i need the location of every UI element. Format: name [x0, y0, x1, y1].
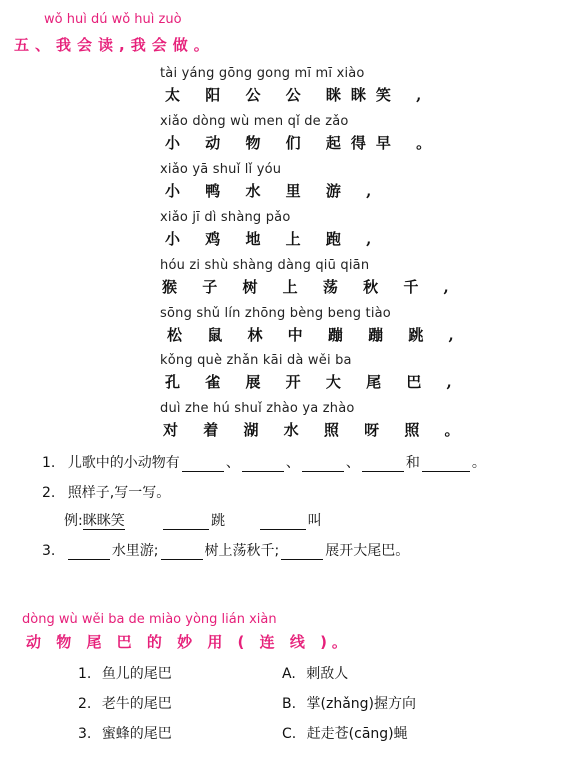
poem-line-8: 对 着 湖 水 照 呀 照 。: [163, 421, 470, 439]
answer-blank[interactable]: [422, 457, 470, 472]
item-letter: C.: [282, 726, 297, 742]
question-3-part2: 树上荡秋千;: [204, 543, 280, 559]
poem-line-5: 猴 子 树 上 荡 秋 千 ,: [162, 278, 459, 296]
item-text: 掌(zhǎng)握方向: [306, 696, 416, 712]
answer-blank[interactable]: [161, 545, 203, 560]
answer-blank[interactable]: [281, 545, 323, 560]
answer-blank[interactable]: [302, 457, 344, 472]
match-right-c[interactable]: [282, 723, 408, 743]
answer-blank[interactable]: [182, 457, 224, 472]
answer-blank[interactable]: [163, 515, 209, 530]
example-char-1: 跳: [211, 513, 226, 529]
example-word: 眯眯笑: [82, 513, 125, 529]
answer-blank[interactable]: [68, 545, 110, 560]
example-label: 例:: [64, 513, 83, 529]
section5-pinyin: wǒ huì dú wǒ huì zuò: [44, 12, 182, 27]
poem-pinyin-4: xiǎo jī dì shàng pǎo: [160, 210, 291, 225]
poem-pinyin-1: tài yáng gōng gong mī mī xiào: [160, 66, 365, 81]
period: 。: [471, 455, 486, 471]
question-1: [42, 452, 486, 472]
match-left-3[interactable]: [78, 723, 172, 743]
separator: 、: [225, 455, 240, 471]
item-letter: A.: [282, 666, 296, 682]
match-right-a[interactable]: [282, 663, 348, 683]
item-text: 鱼儿的尾巴: [101, 666, 172, 682]
poem-pinyin-6: sōng shǔ lín zhōng bèng beng tiào: [160, 306, 391, 321]
question-number: 2.: [42, 485, 56, 501]
poem-line-1: 太 阳 公 公 眯眯笑 ,: [165, 86, 432, 104]
question-3-part1: 水里游;: [111, 543, 159, 559]
answer-blank[interactable]: [260, 515, 306, 530]
example-char-2: 叫: [307, 513, 322, 529]
poem-pinyin-5: hóu zi shù shàng dàng qiū qiān: [160, 258, 370, 273]
separator: 、: [285, 455, 300, 471]
question-number: 1.: [42, 455, 56, 471]
question-2-text: 照样子,写一写。: [67, 485, 171, 501]
poem-line-2: 小 动 物 们 起得早 。: [165, 134, 442, 152]
tail-section-title: 动 物 尾 巴 的 妙 用 ( 连 线 )。: [26, 633, 352, 651]
separator: 、: [345, 455, 360, 471]
item-text: 老牛的尾巴: [101, 696, 172, 712]
and-word: 和: [405, 455, 420, 471]
answer-blank[interactable]: [362, 457, 404, 472]
poem-line-6: 松 鼠 林 中 蹦 蹦 跳 ,: [167, 326, 464, 344]
item-text: 赶走苍(cāng)蝇: [306, 726, 408, 742]
poem-pinyin-3: xiǎo yā shuǐ lǐ yóu: [160, 162, 282, 177]
poem-pinyin-8: duì zhe hú shuǐ zhào ya zhào: [160, 401, 355, 416]
item-number: 1.: [78, 666, 92, 682]
poem-line-3: 小 鸭 水 里 游 ,: [165, 182, 382, 200]
section5-title: 五、我会读,我会做。: [14, 36, 215, 54]
item-number: 2.: [78, 696, 92, 712]
question-3-part3: 展开大尾巴。: [325, 543, 410, 559]
poem-pinyin-2: xiǎo dòng wù men qǐ de zǎo: [160, 114, 349, 129]
question-1-text: 儿歌中的小动物有: [67, 455, 180, 471]
item-text: 蜜蜂的尾巴: [101, 726, 172, 742]
question-3: [42, 540, 409, 560]
item-text: 刺敌人: [306, 666, 349, 682]
question-2: [42, 482, 170, 502]
match-left-1[interactable]: [78, 663, 172, 683]
item-number: 3.: [78, 726, 92, 742]
poem-line-4: 小 鸡 地 上 跑 ,: [165, 230, 382, 248]
poem-line-7: 孔 雀 展 开 大 尾 巴 ,: [165, 373, 462, 391]
tail-section-pinyin: dòng wù wěi ba de miào yòng lián xiàn: [22, 612, 277, 627]
example-row: [64, 510, 322, 530]
answer-blank[interactable]: [242, 457, 284, 472]
question-number: 3.: [42, 543, 56, 559]
match-right-b[interactable]: [282, 693, 416, 713]
match-left-2[interactable]: [78, 693, 172, 713]
poem-pinyin-7: kǒng què zhǎn kāi dà wěi ba: [160, 353, 352, 368]
item-letter: B.: [282, 696, 297, 712]
